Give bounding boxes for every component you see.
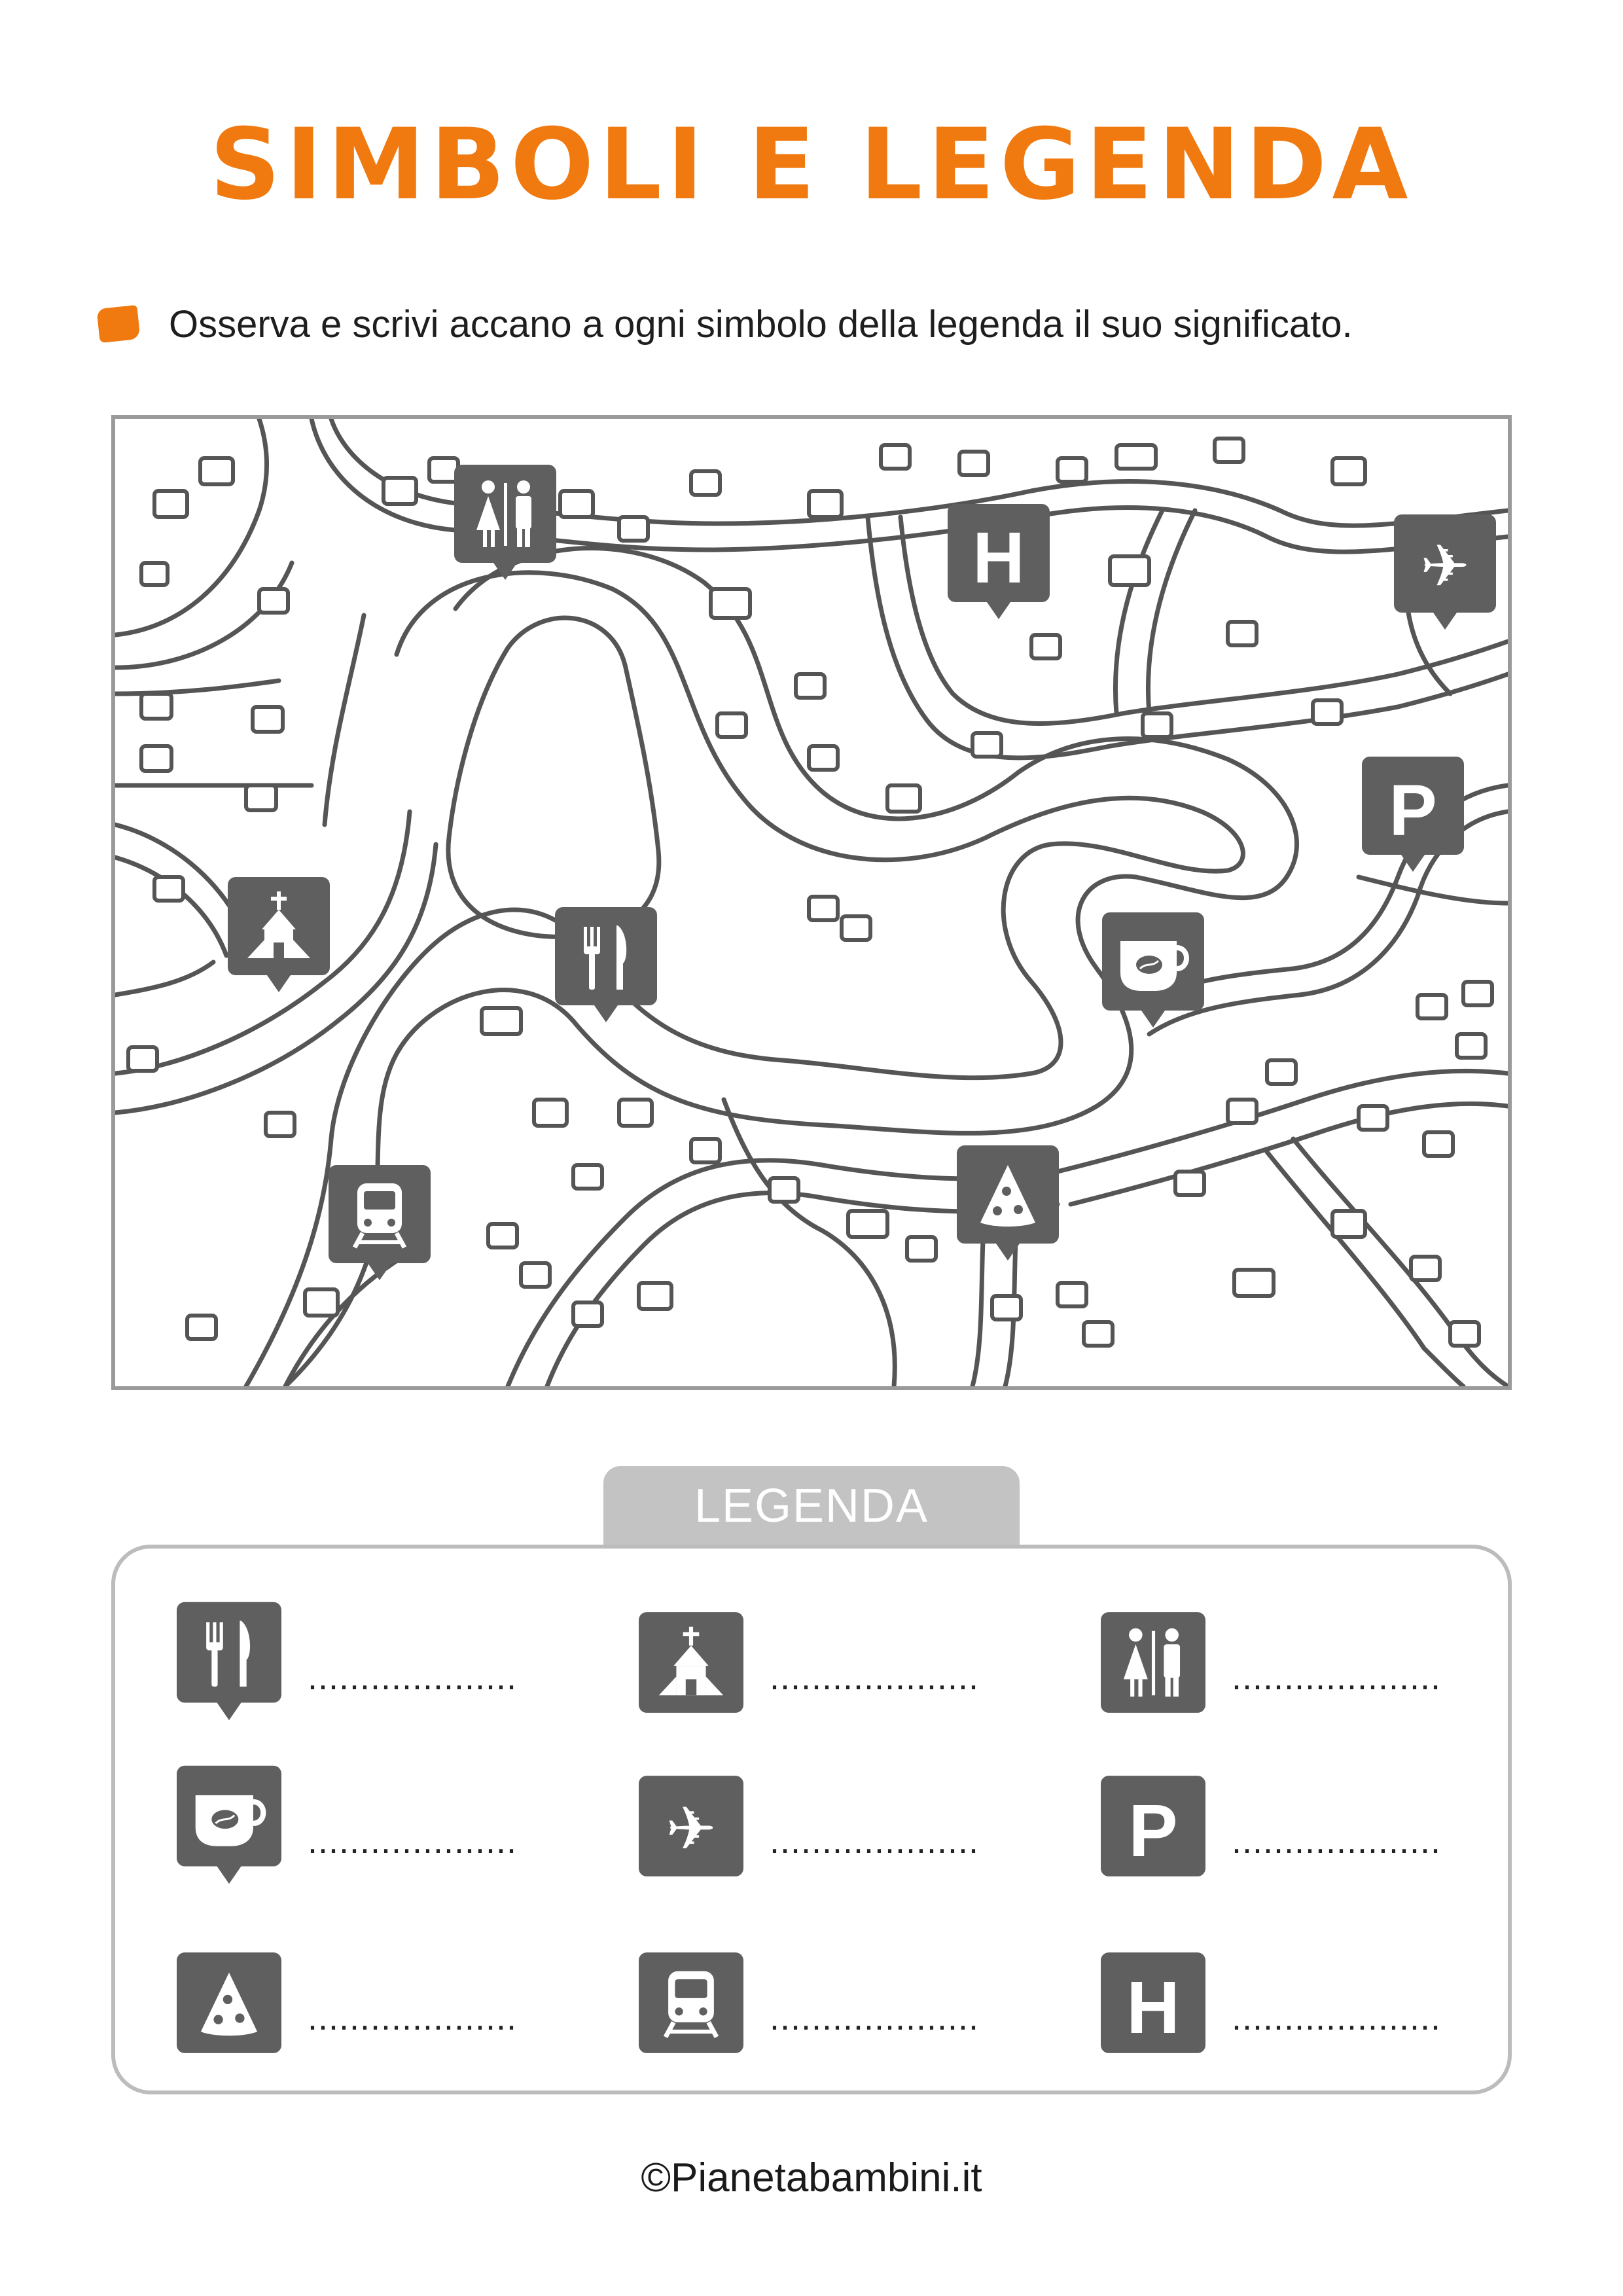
map-pin-restaurant <box>555 907 657 1025</box>
train-icon <box>639 1937 743 2068</box>
answer-blank[interactable]: .................... <box>1232 1821 1442 1861</box>
coffee-icon <box>177 1761 281 1892</box>
hospital-icon <box>948 504 1050 622</box>
map-pin-airport <box>1394 514 1496 632</box>
svg-text:H: H <box>1126 1966 1180 2049</box>
restaurant-icon <box>177 1597 281 1728</box>
answer-blank[interactable]: .................... <box>308 1998 518 2037</box>
instruction-text: Osserva e scrivi accano a ogni simbolo della legenda il suo significato. <box>169 302 1353 346</box>
page-title: SIMBOLI E LEGENDA <box>209 108 1414 222</box>
answer-blank[interactable]: .................... <box>770 1658 980 1697</box>
airport-icon <box>1394 514 1496 632</box>
legend-item-toilets <box>1101 1597 1559 1728</box>
airport-icon <box>639 1761 743 1892</box>
answer-blank[interactable]: .................... <box>770 1998 980 2037</box>
toilets-icon <box>1101 1597 1205 1728</box>
map-pin-coffee <box>1102 912 1204 1030</box>
legend-box <box>111 1545 1512 2094</box>
train-icon <box>329 1165 431 1283</box>
legend-item-pizza <box>177 1937 635 2068</box>
map-pin-hospital <box>948 504 1050 622</box>
legend-item-restaurant <box>177 1597 635 1728</box>
parking-icon <box>1362 757 1464 874</box>
answer-blank[interactable]: .................... <box>1232 1998 1442 2037</box>
city-map <box>111 415 1512 1390</box>
answer-blank[interactable]: .................... <box>770 1821 980 1861</box>
church-icon <box>228 877 330 995</box>
svg-text:P: P <box>1389 770 1437 851</box>
instruction <box>98 298 1353 350</box>
svg-text:✈: ✈ <box>666 1793 717 1864</box>
pizza-icon <box>177 1937 281 2068</box>
toilets-icon <box>454 465 556 583</box>
map-pin-toilets <box>454 465 556 583</box>
legend-item-church <box>639 1597 1097 1728</box>
answer-blank[interactable]: .................... <box>308 1821 518 1861</box>
map-pin-pizza <box>957 1145 1059 1263</box>
answer-blank[interactable]: .................... <box>1232 1658 1442 1697</box>
church-icon <box>639 1597 743 1728</box>
legend-heading: LEGENDA <box>603 1466 1020 1546</box>
pizza-icon <box>957 1145 1059 1263</box>
restaurant-icon <box>555 907 657 1025</box>
map-pin-church <box>228 877 330 995</box>
coffee-icon <box>1102 912 1204 1030</box>
bullet-icon <box>96 305 140 343</box>
hospital-icon <box>1101 1937 1205 2068</box>
legend-item-train <box>639 1937 1097 2068</box>
svg-text:H: H <box>972 518 1025 598</box>
footer-copyright[interactable]: ©Pianetabambini.it <box>641 2155 982 2200</box>
legend-item-airport <box>639 1761 1097 1892</box>
svg-text:✈: ✈ <box>1420 532 1470 601</box>
legend-item-hospital <box>1101 1937 1559 2068</box>
legend-item-coffee <box>177 1761 635 1892</box>
legend-item-parking <box>1101 1761 1559 1892</box>
map-pin-train <box>329 1165 431 1283</box>
answer-blank[interactable]: .................... <box>308 1658 518 1697</box>
parking-icon <box>1101 1761 1205 1892</box>
map-pin-parking <box>1362 757 1464 874</box>
svg-text:P: P <box>1128 1789 1178 1873</box>
